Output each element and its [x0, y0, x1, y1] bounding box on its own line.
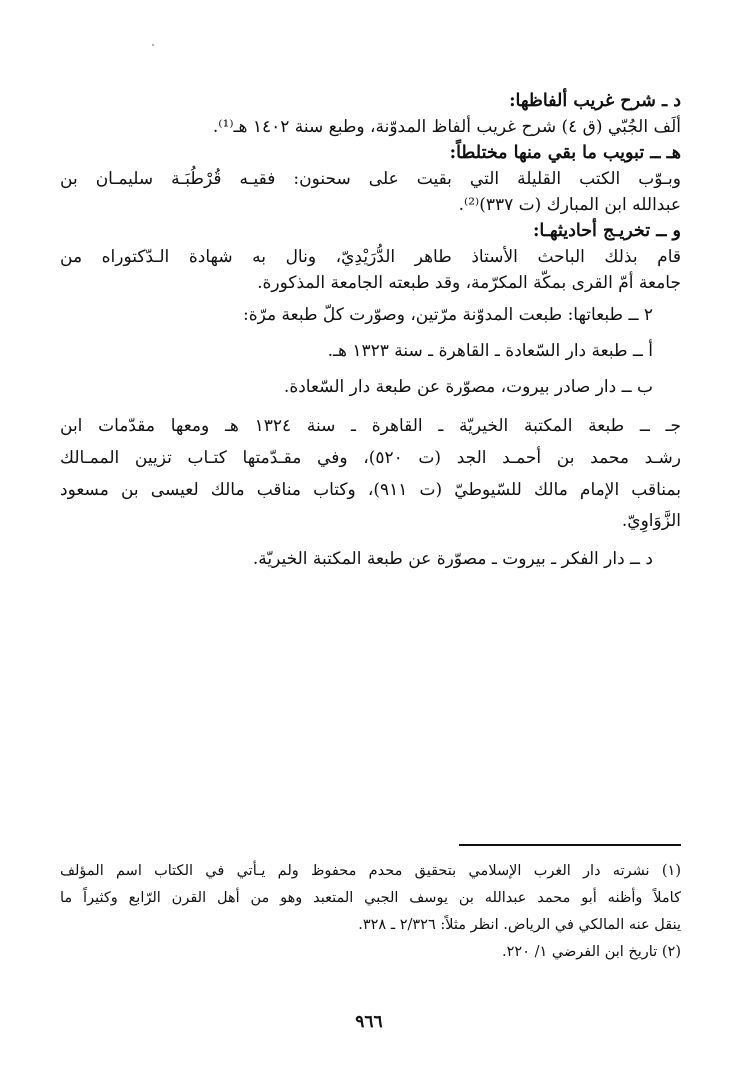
edition-c: جـ ــ طبعة المكتبة الخيريّة ـ القاهرة ـ سنة ١٣٢٤ هـ ومعها مقدّمات ابن — [60, 416, 681, 436]
paragraph-line: عبدالله ابن المبارك (ت ٣٣٧)⁽²⁾. — [458, 195, 681, 215]
footnotes — [60, 858, 681, 966]
heading-h-arrangement: هـ ــ تبويب ما بقي منها مختلطاً: — [449, 143, 681, 163]
footnote-1-line: ينقل عنه المالكي في الرياض. انظر مثلاً: ٢/٣٢٦ ـ ٣٢٨. — [358, 917, 681, 933]
paragraph-line: رشـد محمد بن أحمـد الجد (ت ٥٢٠)، وفي مقـدّمتها كتـاب تزيين الممـالك — [60, 448, 682, 468]
page-number: ٩٦٦ — [355, 1012, 383, 1032]
edition-d: د ــ دار الفكر ـ بيروت ـ مصوّرة عن طبعة المكتبة الخيريّة. — [252, 549, 653, 569]
paragraph-line: الزَّوَاوِيّ. — [621, 511, 681, 531]
edition-b: ب ــ دار صادر بيروت، مصوّرة عن طبعة دار السّعادة. — [283, 377, 653, 397]
footnote-divider — [459, 844, 681, 846]
edition-a: أ ــ طبعة دار السّعادة ـ القاهرة ـ سنة ١٣٢٣ هـ. — [327, 341, 653, 361]
paragraph-line: وبـوّب الكتب القليلة التي بقيت على سحنون: فقيـه قُرْطُبَـة سليمـان بن — [60, 169, 682, 189]
paragraph-line: قام بذلك الباحث الأستاذ طاهر الدُّرَيْدِيّ، ونال به شهادة الـدّكتوراه من — [60, 247, 681, 267]
footnote-1-line: كاملاً وأظنه أبو محمد عبدالله بن يوسف الجبي المتعبد وهو من أهل القرن الرّابع وكثيراً ما — [60, 890, 681, 906]
section-editions: ٢ ــ طبعاتها: طبعت المدوّنة مرّتين، وصوّرت كلّ طبعة مرّة: — [243, 305, 653, 325]
main-text — [60, 88, 681, 572]
paragraph-line: جامعة أمّ القرى بمكّة المكرّمة، وقد طبعته الجامعة المذكورة. — [257, 273, 681, 293]
heading-d-vocabulary: د ـ شرح غريب ألفاظها: — [509, 91, 681, 111]
footnote-1: (١) نشرته دار الغرب الإسلامي بتحقيق محدم محفوظ ولم يـأتي في الكتاب اسم المؤلف — [60, 863, 681, 879]
paragraph-line: بمناقب الإمام مالك للسّيوطيّ (ت ٩١١)، وكتاب مناقب مالك لعيسى بن مسعود — [60, 480, 681, 500]
paragraph-line: ألَف الجُبّي (ق ٤) شرح غريب ألفاظ المدوّنة، وطبع سنة ١٤٠٢ هـ⁽¹⁾. — [212, 117, 681, 137]
footnote-2: (٢) تاريخ ابن الفرضي ١/ ٢٢٠. — [502, 944, 681, 960]
heading-w-hadith: و ــ تخريـج أحاديثهـا: — [532, 221, 681, 241]
page-speck — [152, 44, 154, 46]
